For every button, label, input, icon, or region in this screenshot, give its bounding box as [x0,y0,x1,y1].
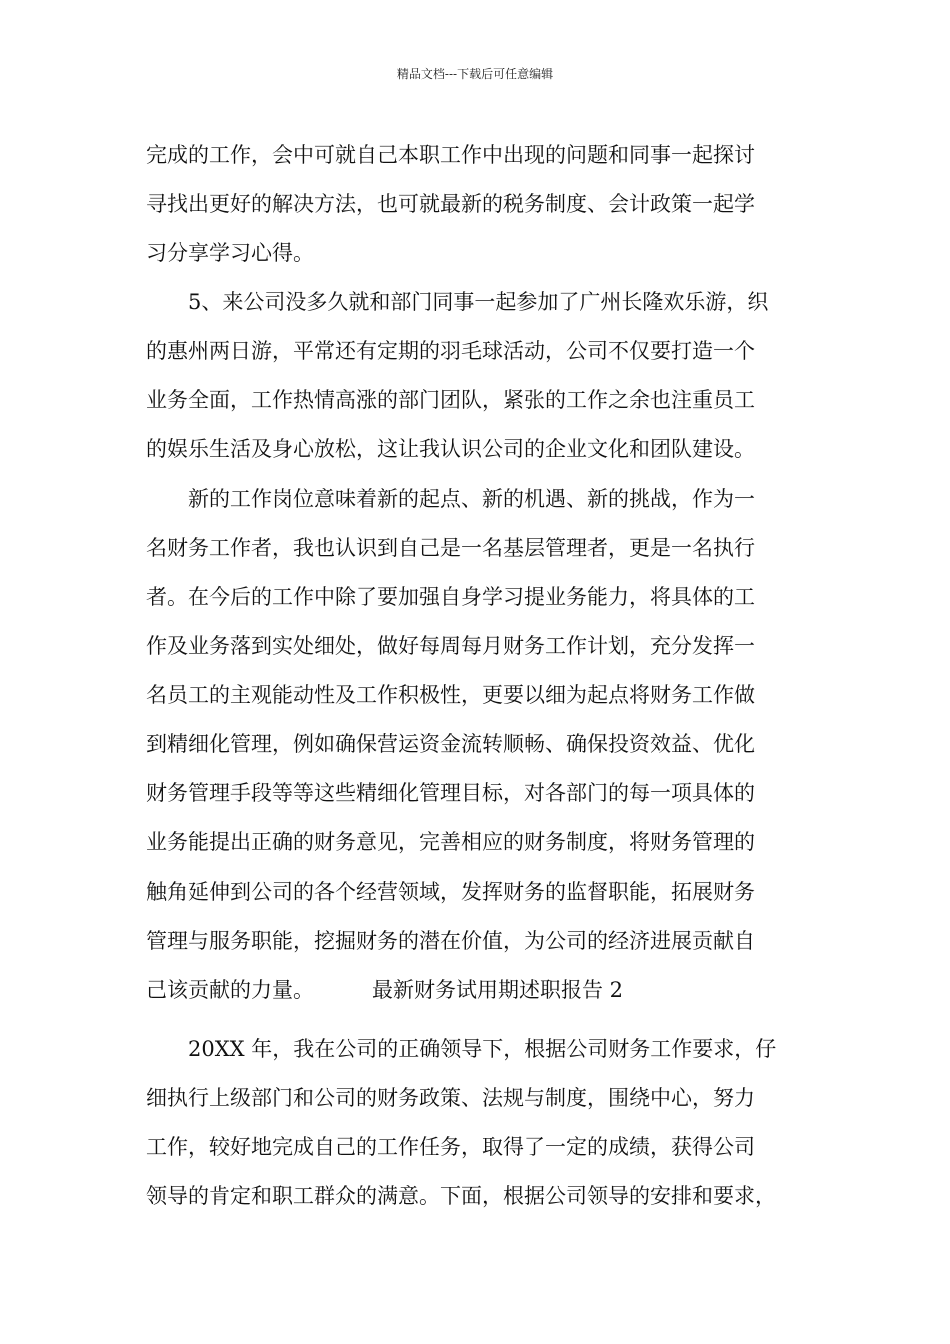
text-line: 20XX 年，我在公司的正确领导下，根据公司财务工作要求，仔 [188,1037,777,1061]
text-line: 工作，较好地完成自己的工作任务，取得了一定的成绩，获得公司 [146,1135,755,1159]
text-line: 己该贡献的力量。 [146,978,314,1002]
text-line: 寻找出更好的解决方法，也可就最新的税务制度、会计政策一起学 [146,192,755,216]
text-line: 细执行上级部门和公司的财务政策、法规与制度，围绕中心，努力 [146,1086,755,1110]
text-line: 触角延伸到公司的各个经营领域，发挥财务的监督职能，拓展财务 [146,880,755,904]
text-line: 名员工的主观能动性及工作积极性，更要以细为起点将财务工作做 [146,683,755,707]
text-line: 业务全面，工作热情高涨的部门团队，紧张的工作之余也注重员工 [146,388,755,412]
text-line: 者。在今后的工作中除了要加强自身学习提业务能力，将具体的工 [146,585,755,609]
text-line: 领导的肯定和职工群众的满意。下面，根据公司领导的安排和要求， [146,1184,776,1208]
text-line: 名财务工作者，我也认识到自己是一名基层管理者，更是一名执行 [146,536,755,560]
page-header: 精品文档---下载后可任意编辑 [396,67,554,81]
text-line: 的惠州两日游，平常还有定期的羽毛球活动，公司不仅要打造一个 [146,339,755,363]
text-line: 习分享学习心得。 [146,241,314,265]
text-line: 财务管理手段等等这些精细化管理目标，对各部门的每一项具体的 [146,781,755,805]
text-line-with-title [146,970,836,1010]
text-line: 新的工作岗位意味着新的起点、新的机遇、新的挑战，作为一 [188,487,755,511]
text-line: 管理与服务职能，挖掘财务的潜在价值，为公司的经济进展贡献自 [146,929,755,953]
text-line: 完成的工作，会中可就自己本职工作中出现的问题和同事一起探讨 [146,143,755,167]
section-title: 最新财务试用期述职报告 2 [372,978,624,1002]
text-line: 到精细化管理，例如确保营运资金流转顺畅、确保投资效益、优化 [146,732,755,756]
text-line: 业务能提出正确的财务意见，完善相应的财务制度，将财务管理的 [146,830,755,854]
text-line: 的娱乐生活及身心放松，这让我认识公司的企业文化和团队建设。 [146,437,755,461]
text-line: 作及业务落到实处细处，做好每周每月财务工作计划，充分发挥一 [146,634,755,658]
text-line: 5、来公司没多久就和部门同事一起参加了广州长隆欢乐游，织 [188,290,769,314]
